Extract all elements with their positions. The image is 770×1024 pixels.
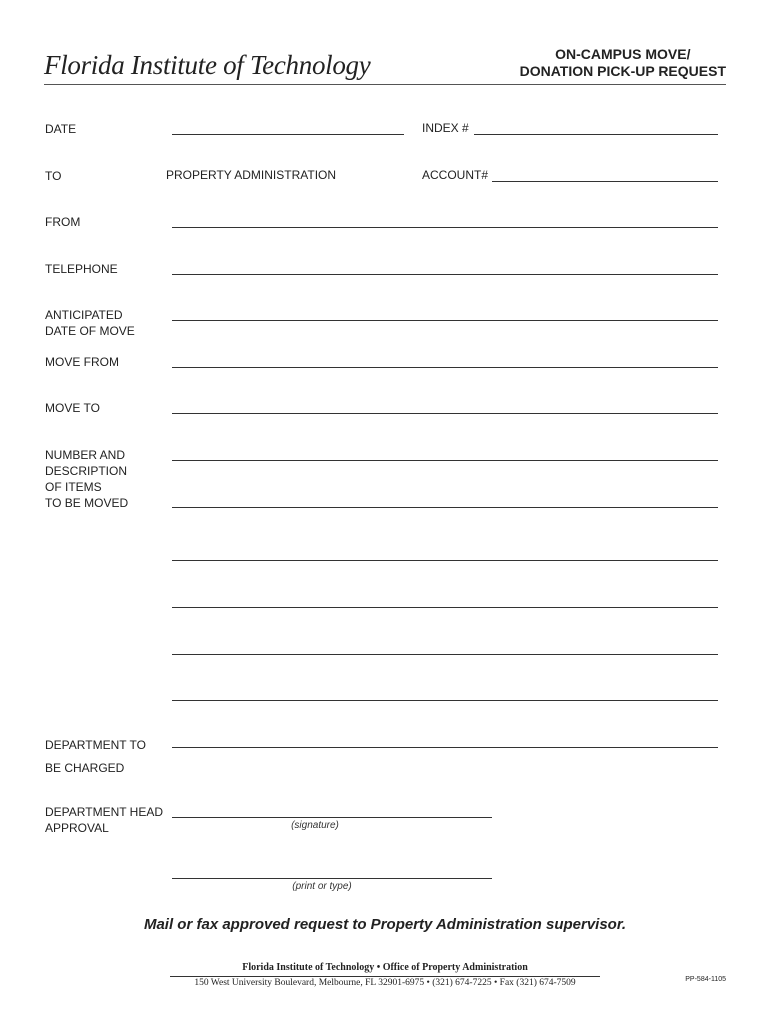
items-field-line[interactable] xyxy=(172,460,718,461)
footer-divider xyxy=(170,976,600,977)
anticipated-date-field[interactable] xyxy=(172,320,718,321)
form-title-line-1: ON-CAMPUS MOVE/ xyxy=(555,46,691,62)
dept-charged-label-line-1: DEPARTMENT TO xyxy=(45,738,146,752)
mailing-instruction: Mail or fax approved request to Property Administration supervisor. xyxy=(143,916,627,933)
move-to-label: MOVE TO xyxy=(45,401,100,415)
from-field[interactable] xyxy=(172,227,718,228)
dept-charged-label xyxy=(45,734,146,780)
to-label: TO xyxy=(45,169,62,183)
printed-name-field[interactable] xyxy=(172,878,492,879)
dept-head-approval-label-line-2: APPROVAL xyxy=(45,821,109,835)
move-from-field[interactable] xyxy=(172,367,718,368)
anticipated-date-label-line-2: DATE OF MOVE xyxy=(45,324,135,338)
footer-organization: Florida Institute of Technology • Office of Property Administration xyxy=(242,962,528,973)
telephone-label: TELEPHONE xyxy=(45,262,118,276)
items-field-line[interactable] xyxy=(172,607,718,608)
items-field-line[interactable] xyxy=(172,507,718,508)
anticipated-date-label xyxy=(45,307,135,339)
form-title xyxy=(520,46,726,80)
signature-hint: (signature) xyxy=(291,820,339,831)
form-title-line-2: DONATION PICK-UP REQUEST xyxy=(519,63,726,79)
move-to-field[interactable] xyxy=(172,413,718,414)
items-label-line-4: TO BE MOVED xyxy=(45,496,129,510)
dept-head-approval-label-line-1: DEPARTMENT HEAD xyxy=(45,805,164,819)
account-label: ACCOUNT# xyxy=(422,168,489,182)
dept-head-approval-label xyxy=(45,804,163,836)
dept-charged-label-line-2: BE CHARGED xyxy=(45,761,125,775)
items-field-line[interactable] xyxy=(172,700,718,701)
dept-charged-field[interactable] xyxy=(172,747,718,748)
telephone-field[interactable] xyxy=(172,274,718,275)
form-code: PP-584-1105 xyxy=(685,976,726,983)
items-label-line-3: OF ITEMS xyxy=(45,480,102,494)
date-field[interactable] xyxy=(172,134,404,135)
account-field[interactable] xyxy=(492,181,718,182)
items-field-line[interactable] xyxy=(172,560,718,561)
footer-address: 150 West University Boulevard, Melbourne, FL 32901-6975 • (321) 674-7225 • Fax (321) 674-7509 xyxy=(194,978,576,988)
date-label: DATE xyxy=(45,122,77,136)
items-label xyxy=(45,447,128,511)
move-from-label: MOVE FROM xyxy=(45,355,119,369)
signature-field[interactable] xyxy=(172,817,492,818)
institution-logo: Florida Institute of Technology xyxy=(44,50,371,80)
index-label: INDEX # xyxy=(422,121,469,135)
print-hint: (print or type) xyxy=(292,881,352,892)
items-field-line[interactable] xyxy=(172,654,718,655)
to-value: PROPERTY ADMINISTRATION xyxy=(166,168,337,182)
header-divider xyxy=(44,84,726,85)
items-label-line-1: NUMBER AND xyxy=(45,448,126,462)
index-field[interactable] xyxy=(474,134,718,135)
anticipated-date-label-line-1: ANTICIPATED xyxy=(45,308,123,322)
items-label-line-2: DESCRIPTION xyxy=(45,464,128,478)
from-label: FROM xyxy=(45,215,81,229)
